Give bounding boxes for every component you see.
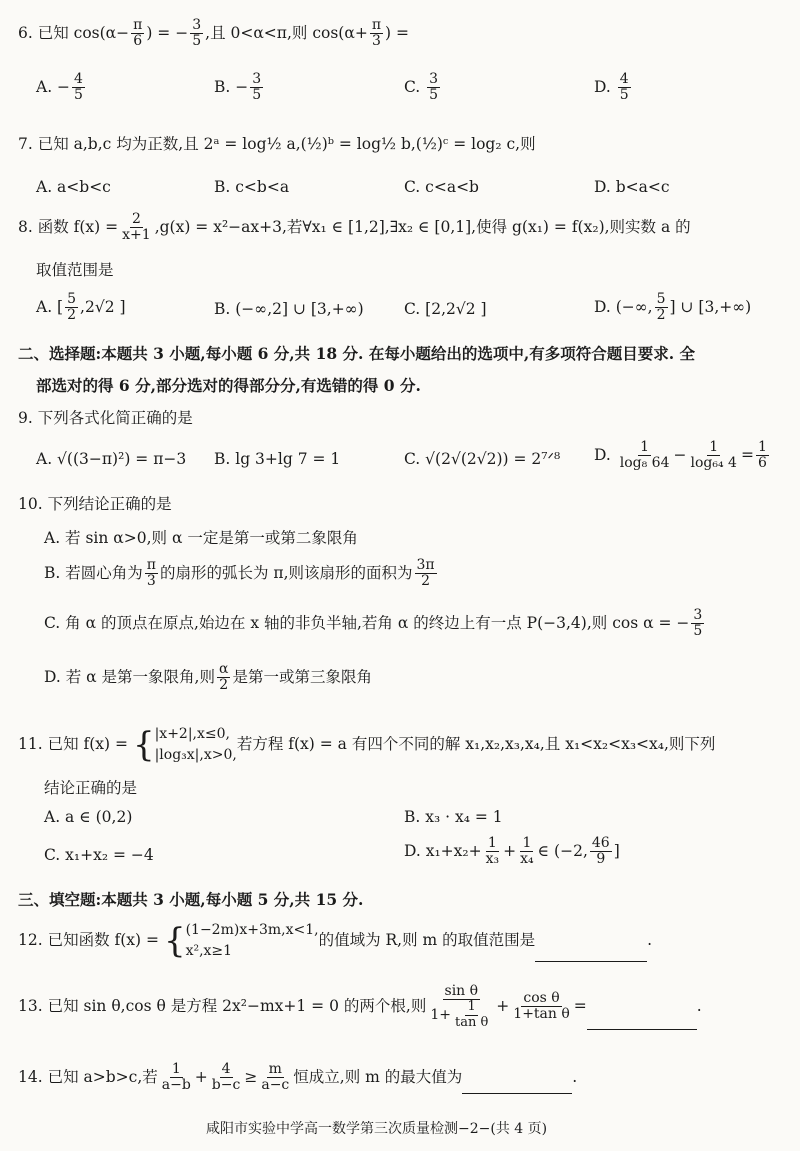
- q6-text-b: ) = −: [146, 23, 189, 42]
- q9-option-b[interactable]: B. lg 3+lg 7 = 1: [214, 450, 341, 468]
- q7-option-d[interactable]: D. b<a<c: [594, 178, 670, 196]
- question-9-stem: 9. 下列各式化简正确的是: [18, 409, 193, 427]
- q6-text-c: ,且 0<α<π,则 cos(α+: [205, 23, 368, 42]
- q13-frac-sin: sin θ 1+ $\frac{1}{\text{tan θ}}$: [430, 983, 489, 1030]
- q10-option-d[interactable]: D. 若 α 是第一象限角,则 $\frac{\alpha}{2}$ 是第一或第三象限角: [44, 661, 372, 694]
- q7-option-b[interactable]: B. c<b<a: [214, 178, 290, 196]
- q8-frac-2-x1: $\frac{2}{x+1}$: [122, 211, 151, 244]
- question-11-stem-line2: 结论正确的是: [44, 779, 138, 797]
- q14-answer-blank[interactable]: [462, 1075, 572, 1094]
- question-11-stem: 11. 已知 f(x) = { |x+2|,x≤0, |log₃x|,x>0, 若方程 f(x) = a 有四个不同的解 x₁,x₂,x₃,x₄,且 x₁<x₂<x₃<x₄,则下列: [18, 725, 716, 765]
- question-6-stem: [18, 18, 409, 50]
- section-3-heading: 三、填空题:本题共 3 小题,每小题 5 分,共 15 分.: [18, 890, 364, 909]
- q8-option-c[interactable]: C. [2,2√2 ]: [404, 300, 487, 318]
- q6-option-b[interactable]: B. − $\frac{3}{5}$: [214, 71, 262, 104]
- q12-answer-blank[interactable]: [535, 943, 647, 962]
- left-brace: {: [132, 725, 155, 765]
- question-10-stem: 10. 下列结论正确的是: [18, 495, 172, 513]
- q10-option-a[interactable]: A. 若 sin α>0,则 α 一定是第一或第二象限角: [44, 529, 358, 547]
- q13-answer-blank[interactable]: [587, 1011, 697, 1030]
- q11-option-d[interactable]: D. x₁+x₂+ $\frac{1}{\text{x₃}}$ + $\frac{1}{\text{x₄}}$ ∈ (−2, $\frac{46}{9}$ ]: [404, 835, 620, 868]
- question-14-stem: 14. 已知 a>b>c,若 $\frac{1}{a-b}$ + $\frac{4}{b-c}$ ≥ $\frac{m}{a-c}$ 恒成立,则 m 的最大值为 .: [18, 1061, 578, 1094]
- q8-option-a[interactable]: A. [ $\frac{5}{2}$ ,2√2 ]: [36, 291, 126, 324]
- q6-text-d: ) =: [385, 23, 409, 42]
- q11-option-c[interactable]: C. x₁+x₂ = −4: [44, 846, 154, 864]
- section-2-heading-line2: 部选对的得 6 分,部分选对的得部分分,有选错的得 0 分.: [36, 376, 421, 395]
- q6-option-c[interactable]: C. $\frac{3}{5}$: [404, 71, 439, 104]
- q8-option-b[interactable]: B. (−∞,2] ∪ [3,+∞): [214, 300, 364, 318]
- q11-option-a[interactable]: A. a ∈ (0,2): [44, 808, 133, 826]
- q6-frac-pi-3: $\frac{\pi}{3}$: [371, 17, 382, 50]
- q6-option-a[interactable]: A. − $\frac{4}{5}$: [36, 71, 83, 104]
- q13-frac-cos: $\frac{\text{cos θ}}{\text{1+tan θ}}$: [513, 990, 570, 1023]
- question-7-stem: 7. 已知 a,b,c 均为正数,且 2ᵃ = log½ a,(½)ᵇ = log½ b,(½)ᶜ = log₂ c,则: [18, 135, 536, 153]
- q8-option-d[interactable]: D. (−∞, $\frac{5}{2}$ ] ∪ [3,+∞): [594, 291, 752, 324]
- q12-piecewise: { (1−2m)x+3m,x<1, x²,x≥1: [163, 921, 319, 961]
- q6-frac-3-5: $\frac{3}{5}$: [192, 17, 202, 50]
- q10-option-b[interactable]: B. 若圆心角为 $\frac{\pi}{3}$ 的扇形的弧长为 π,则该扇形的面积为 $\frac{3\pi}{2}$: [44, 557, 435, 590]
- question-12-stem: 12. 已知函数 f(x) = { (1−2m)x+3m,x<1, x²,x≥1 的值域为 R,则 m 的取值范围是 .: [18, 921, 653, 961]
- section-2-heading: 二、选择题:本题共 3 小题,每小题 6 分,共 18 分. 在每小题给出的选项中,有多项符合题目要求. 全: [18, 344, 696, 363]
- question-13-stem: 13. 已知 sin θ,cos θ 是方程 2x²−mx+1 = 0 的两个根,则 sin θ 1+ $\frac{1}{\text{tan θ}}$ + $\frac{\text{cos θ}}{\text{1+tan θ}}$ = .: [18, 983, 702, 1030]
- q11-piecewise: { |x+2|,x≤0, |log₃x|,x>0,: [132, 725, 237, 765]
- q6-frac-pi-6: $\frac{\pi}{6}$: [133, 17, 143, 50]
- left-brace: {: [163, 921, 186, 961]
- question-8-stem-line2: 取值范围是: [36, 261, 114, 279]
- q10-option-c[interactable]: C. 角 α 的顶点在原点,始边在 x 轴的非负半轴,若角 α 的终边上有一点 P(−3,4),则 cos α = − $\frac{3}{5}$: [44, 607, 703, 640]
- question-8-stem: 8. 函数 f(x) = $\frac{2}{x+1}$ ,g(x) = x²−ax+3,若∀x₁ ∈ [1,2],∃x₂ ∈ [0,1],使得 g(x₁) = f(x₂),则实数 a 的: [18, 211, 691, 244]
- q6-option-d[interactable]: D. $\frac{4}{5}$: [594, 71, 629, 104]
- q9-option-d[interactable]: D. $\frac{1}{\text{log₈ 64}}$ − $\frac{1}{\text{log₆₄ 4}}$ = $\frac{1}{6}$: [594, 439, 767, 472]
- q7-option-a[interactable]: A. a<b<c: [36, 178, 111, 196]
- q7-option-c[interactable]: C. c<a<b: [404, 178, 479, 196]
- q9-option-c[interactable]: C. √(2√(2√2)) = 2⁷ᐟ⁸: [404, 450, 561, 468]
- q6-text-a: 6. 已知 cos(α−: [18, 23, 130, 42]
- page-footer: 咸阳市实验中学高一数学第三次质量检测−2−(共 4 页): [206, 1121, 548, 1137]
- q11-option-b[interactable]: B. x₃ · x₄ = 1: [404, 808, 503, 826]
- q9-option-a[interactable]: A. √((3−π)²) = π−3: [36, 450, 187, 468]
